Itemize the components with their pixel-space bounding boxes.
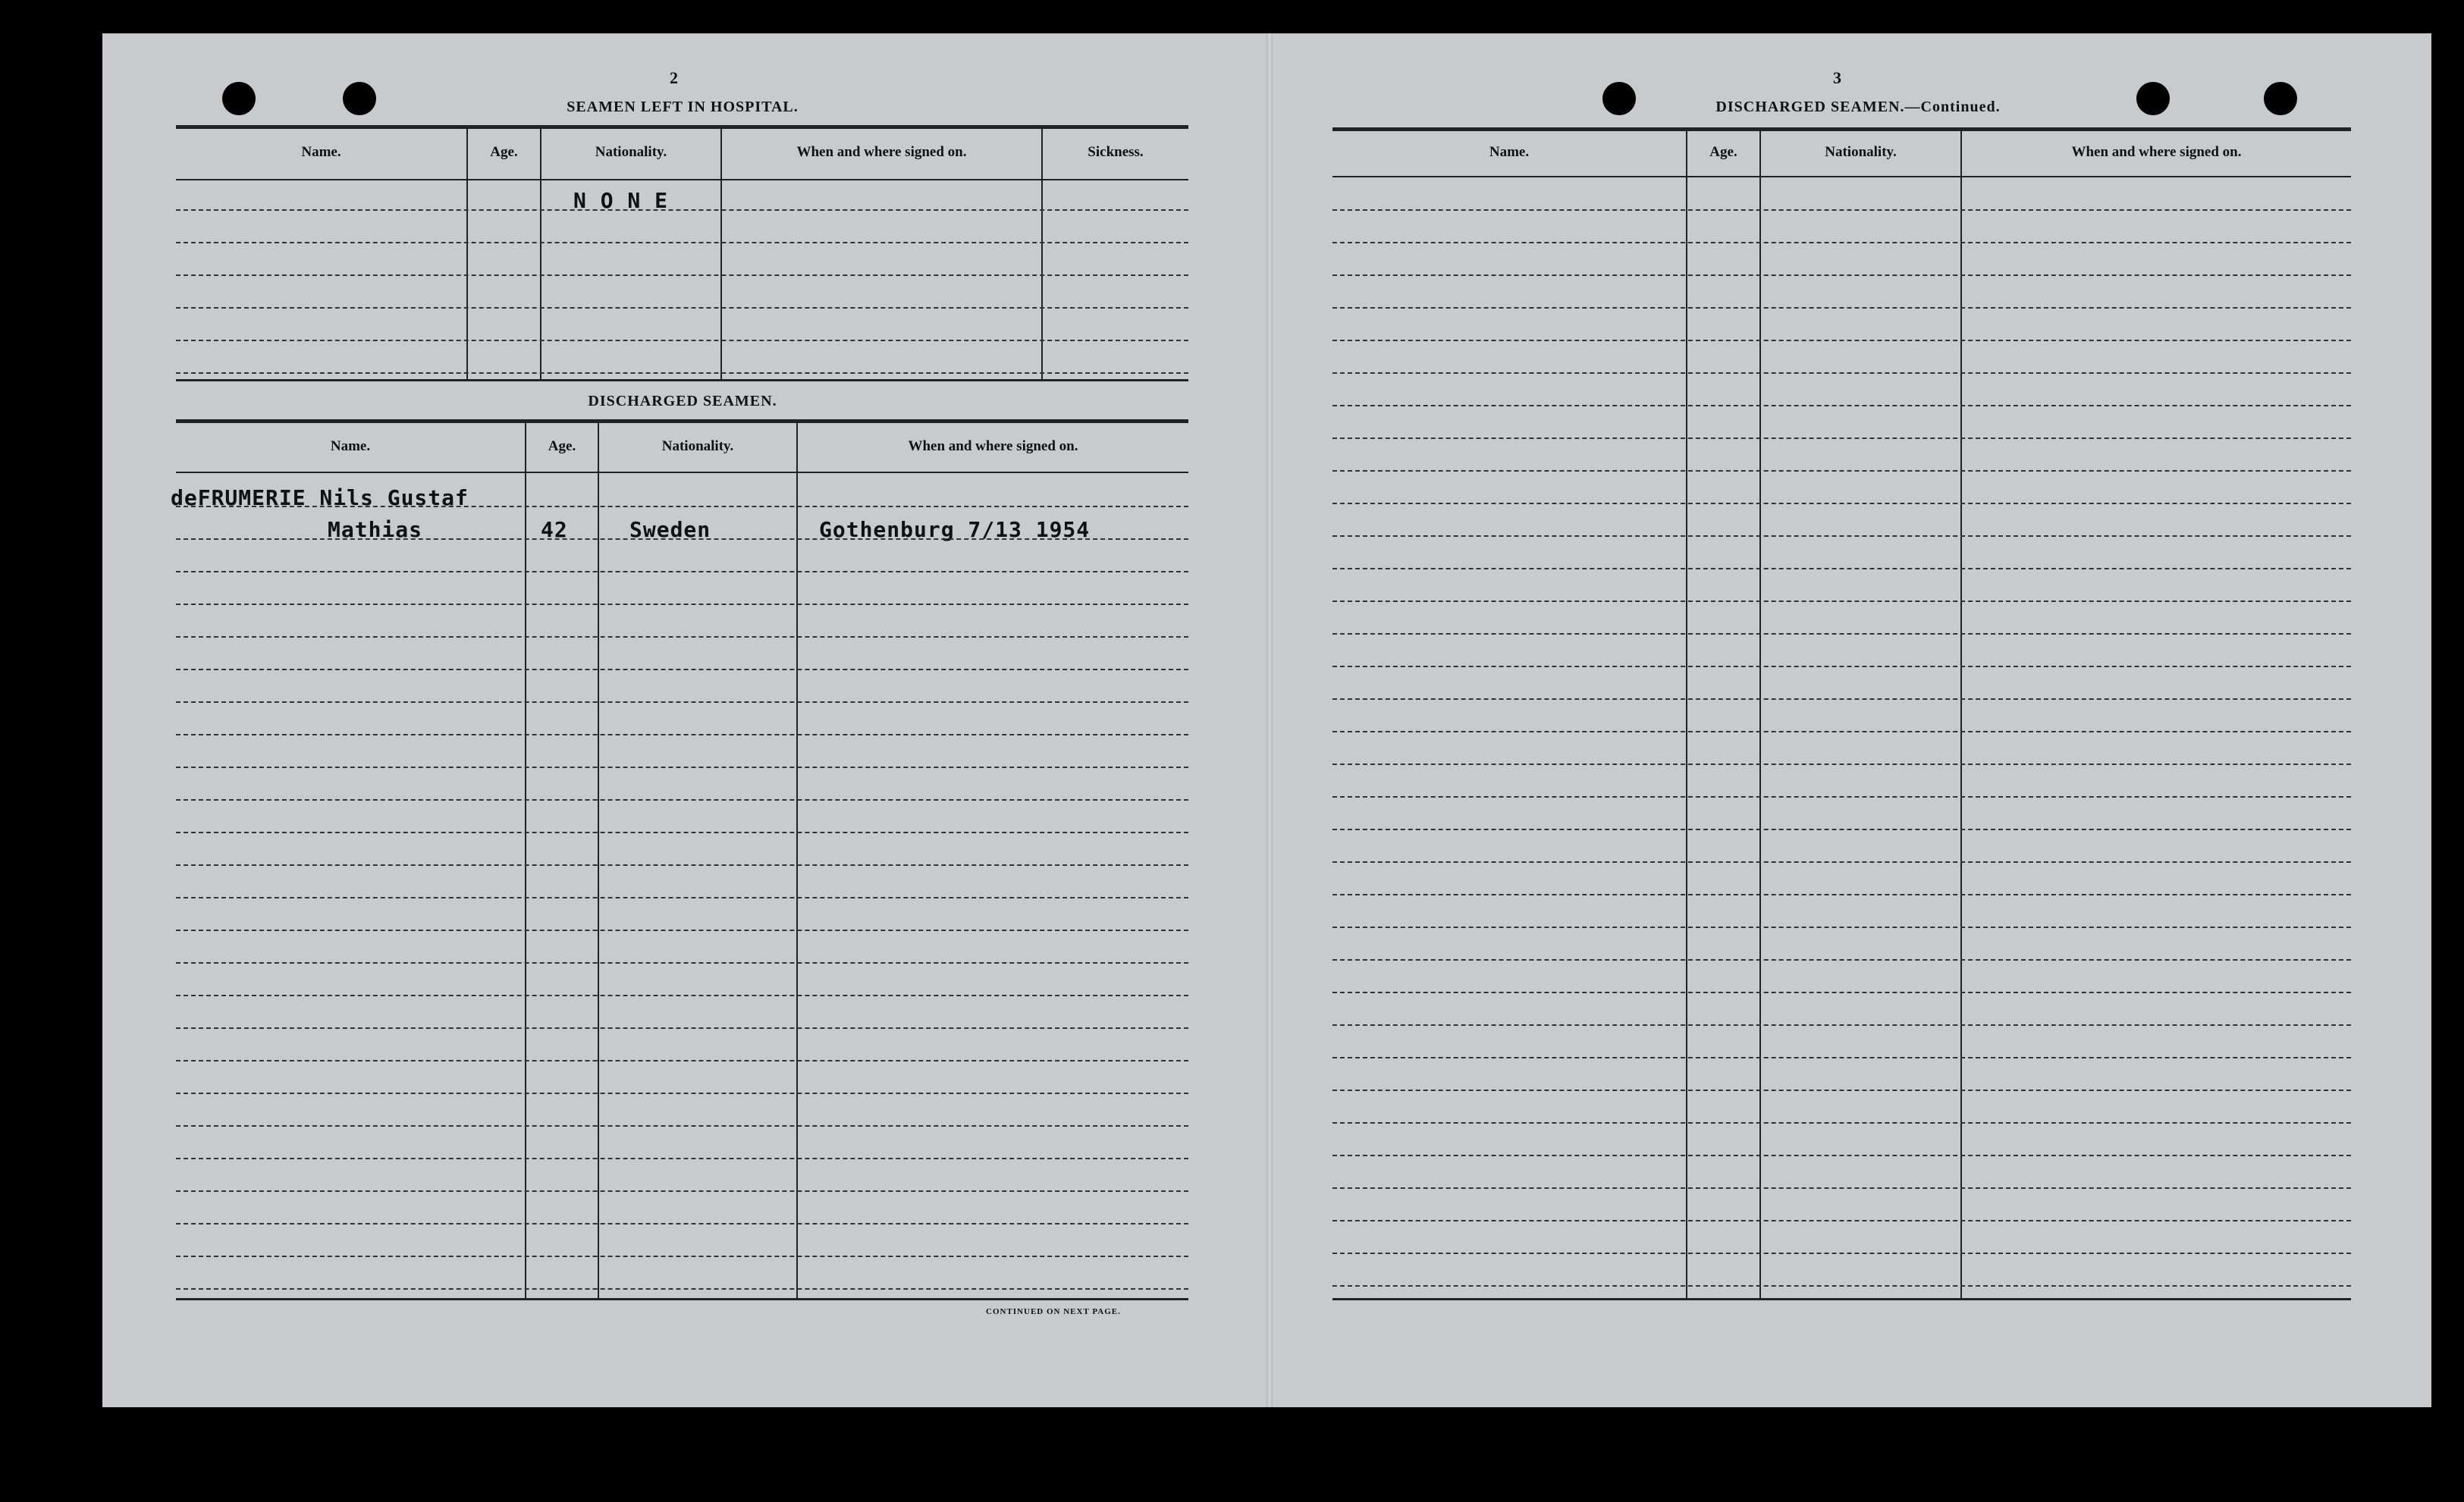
- left-page: [102, 33, 1269, 1407]
- ruled-line: [1332, 796, 2351, 798]
- ruled-line: [176, 799, 1188, 801]
- discharged-header-age: Age.: [548, 438, 576, 454]
- discharged-header-nationality: Nationality.: [661, 438, 734, 454]
- ruled-line: [176, 1125, 1188, 1127]
- continued-header-nationality: Nationality.: [1825, 144, 1897, 160]
- ruled-line: [176, 1093, 1188, 1094]
- ruled-line: [1332, 927, 2351, 928]
- ruled-line: [1332, 731, 2351, 732]
- ruled-line: [1332, 698, 2351, 700]
- continued-header-age: Age.: [1709, 144, 1737, 160]
- continued-footer: CONTINUED ON NEXT PAGE.: [986, 1307, 1121, 1316]
- hospital-header-name: Name.: [301, 144, 341, 160]
- ruled-line: [176, 897, 1188, 898]
- ruled-line: [1332, 959, 2351, 961]
- ruled-line: [176, 274, 1188, 276]
- hospital-header-nationality: Nationality.: [595, 144, 667, 160]
- seaman-name-line2: Mathias: [328, 517, 423, 542]
- ruled-line: [176, 1256, 1188, 1257]
- hospital-header-signed-on: When and where signed on.: [796, 144, 967, 160]
- hospital-section-title: SEAMEN LEFT IN HOSPITAL.: [567, 99, 799, 115]
- seaman-signed-on: Gothenburg 7/13 1954: [819, 517, 1091, 542]
- ruled-line: [1332, 600, 2351, 602]
- ruled-line: [176, 209, 1188, 211]
- ruled-line: [1332, 894, 2351, 895]
- ruled-line: [1332, 503, 2351, 504]
- ruled-line: [1332, 992, 2351, 993]
- hospital-header-sickness: Sickness.: [1088, 144, 1144, 160]
- punch-hole: [2136, 82, 2170, 115]
- ruled-line: [176, 734, 1188, 735]
- continued-header-signed-on: When and where signed on.: [2071, 144, 2242, 160]
- ruled-line: [176, 571, 1188, 572]
- ruled-line: [176, 604, 1188, 605]
- discharged-header-name: Name.: [330, 438, 371, 454]
- ruled-line: [1332, 437, 2351, 439]
- seaman-age: 42: [541, 517, 568, 542]
- ruled-line: [176, 767, 1188, 768]
- ruled-line: [1332, 1122, 2351, 1124]
- ruled-line: [176, 1158, 1188, 1159]
- ruled-line: [176, 1190, 1188, 1192]
- seaman-nationality: Sweden: [629, 517, 711, 542]
- ruled-line: [176, 930, 1188, 931]
- punch-hole: [2264, 82, 2297, 115]
- ruled-line: [176, 636, 1188, 638]
- ruled-line: [176, 1288, 1188, 1290]
- ruled-line: [1332, 633, 2351, 635]
- ruled-line: [1332, 340, 2351, 341]
- ruled-line: [176, 1060, 1188, 1061]
- hospital-header-age: Age.: [490, 144, 518, 160]
- ruled-line: [1332, 1155, 2351, 1156]
- ruled-line: [176, 242, 1188, 243]
- ruled-line: [1332, 861, 2351, 863]
- ruled-line: [176, 372, 1188, 374]
- ruled-line: [176, 864, 1188, 866]
- ruled-line: [176, 307, 1188, 309]
- discharged-header-signed-on: When and where signed on.: [908, 438, 1078, 454]
- ruled-line: [1332, 1253, 2351, 1254]
- ruled-line: [1332, 307, 2351, 309]
- ruled-line: [1332, 372, 2351, 374]
- ruled-line: [1332, 405, 2351, 406]
- ruled-line: [1332, 242, 2351, 243]
- ruled-line: [176, 701, 1188, 703]
- ruled-line: [176, 506, 1188, 507]
- right-page: [1269, 33, 2431, 1407]
- seaman-name-line1: deFRUMERIE Nils Gustaf: [171, 485, 469, 510]
- ruled-line: [176, 995, 1188, 996]
- page-number: 3: [1833, 68, 1841, 87]
- page-fold: [1267, 33, 1273, 1407]
- ruled-line: [1332, 274, 2351, 276]
- ruled-line: [1332, 829, 2351, 830]
- ruled-line: [176, 669, 1188, 670]
- ruled-line: [176, 832, 1188, 833]
- punch-hole: [222, 82, 256, 115]
- ruled-line: [176, 1027, 1188, 1029]
- hospital-none-entry: N O N E: [573, 188, 669, 213]
- ruled-line: [1332, 568, 2351, 569]
- ruled-line: [176, 1223, 1188, 1224]
- discharged-continued-title: DISCHARGED SEAMEN.—Continued.: [1715, 99, 2001, 115]
- ruled-line: [176, 340, 1188, 341]
- ruled-line: [176, 962, 1188, 964]
- ruled-line: [176, 538, 1188, 540]
- page-number: 2: [670, 68, 678, 87]
- ruled-line: [1332, 1057, 2351, 1058]
- ruled-line: [1332, 1285, 2351, 1287]
- ruled-line: [1332, 764, 2351, 765]
- ruled-line: [1332, 209, 2351, 211]
- ruled-line: [1332, 1024, 2351, 1026]
- ruled-line: [1332, 470, 2351, 472]
- ruled-line: [1332, 535, 2351, 537]
- punch-hole: [343, 82, 376, 115]
- discharged-section-title: DISCHARGED SEAMEN.: [588, 393, 777, 409]
- ruled-line: [1332, 1090, 2351, 1091]
- ruled-line: [1332, 1187, 2351, 1189]
- continued-header-name: Name.: [1489, 144, 1530, 160]
- ruled-line: [1332, 1220, 2351, 1221]
- ruled-line: [1332, 666, 2351, 667]
